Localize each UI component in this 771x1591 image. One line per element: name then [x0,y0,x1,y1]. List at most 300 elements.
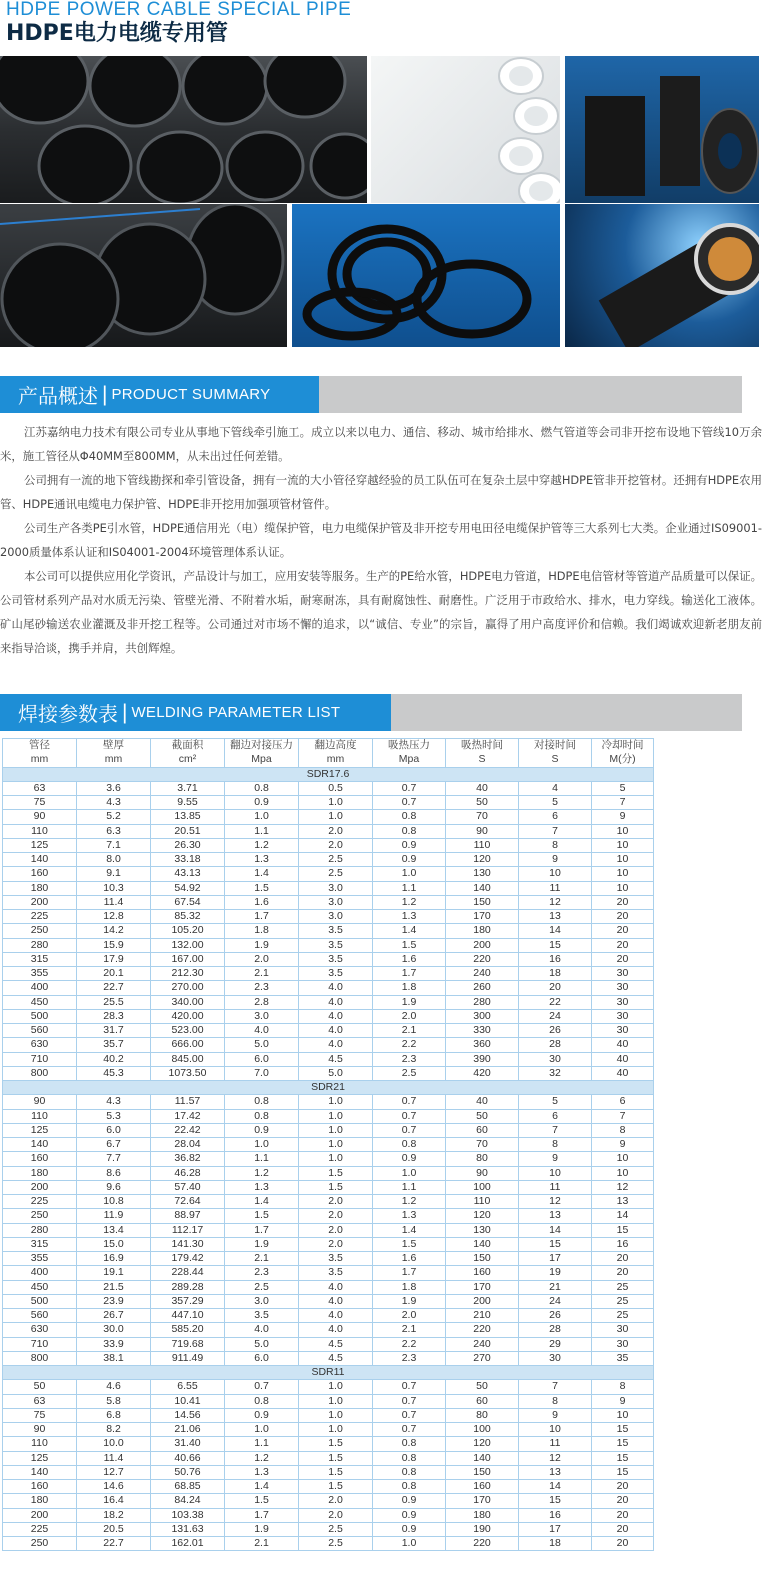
table-cell: 140 [3,1465,77,1479]
table-cell: 200 [446,938,519,952]
table-row [3,824,654,838]
table-cell: 9 [519,1408,592,1422]
table-cell: 180 [446,1508,519,1522]
table-cell: 8.6 [77,1166,151,1180]
table-cell: 17 [519,1252,592,1266]
table-cell: 1.5 [373,1237,446,1251]
table-cell: 110 [3,824,77,838]
table-cell: 1.7 [225,1508,299,1522]
table-cell: 1.7 [373,967,446,981]
table-cell: 9 [592,810,654,824]
table-cell: 160 [3,1480,77,1494]
table-cell: 30 [592,1323,654,1337]
table-cell: 17.42 [151,1109,225,1123]
table-cell: 3.5 [299,952,373,966]
table-cell: 2.3 [373,1351,446,1365]
table-row [3,1152,654,1166]
table-cell: 630 [3,1038,77,1052]
table-cell: 6.7 [77,1138,151,1152]
table-cell: 19 [519,1266,592,1280]
table-cell: 2.0 [299,1494,373,1508]
blue-stripe-pipes-photo [0,204,287,347]
table-cell: S [446,753,519,767]
table-cell: 24 [519,1294,592,1308]
table-cell: 7 [519,1380,592,1394]
table-cell: 280 [3,1223,77,1237]
table-cell: 43.13 [151,867,225,881]
section-divider: | [122,700,128,724]
table-cell: 112.17 [151,1223,225,1237]
table-cell: 54.92 [151,881,225,895]
table-row [3,1508,654,1522]
table-cell: 2.8 [225,995,299,1009]
table-cell: 1.7 [373,1266,446,1280]
table-cell: 140 [3,1138,77,1152]
table-cell: 16 [519,952,592,966]
table-cell: 5.0 [299,1066,373,1080]
table-cell: 1.3 [373,910,446,924]
table-cell: 4.3 [77,1095,151,1109]
table-cell: 1.4 [373,924,446,938]
sdr-group-row [3,767,654,781]
table-cell: 1.0 [299,810,373,824]
table-cell: 11.4 [77,1451,151,1465]
table-cell: 1.6 [225,895,299,909]
table-cell: 2.5 [299,1522,373,1536]
table-cell: 1.5 [299,1437,373,1451]
table-row [3,1166,654,1180]
table-cell: 110 [446,838,519,852]
table-cell: 16.9 [77,1252,151,1266]
table-cell: 0.9 [373,1152,446,1166]
table-cell: 1.2 [373,895,446,909]
table-cell: 4.0 [299,1323,373,1337]
table-cell: 4.0 [299,1038,373,1052]
table-cell: 0.9 [373,853,446,867]
white-pipe-photo [371,56,560,203]
table-cell: 250 [3,1537,77,1551]
table-row [3,1009,654,1023]
table-cell: 60 [446,1123,519,1137]
table-cell: 103.38 [151,1508,225,1522]
table-cell: 1.9 [373,1294,446,1308]
table-cell: 26 [519,1024,592,1038]
table-cell: 0.8 [373,810,446,824]
table-cell: 50 [3,1380,77,1394]
table-cell: 7.1 [77,838,151,852]
section-title-en: PRODUCT SUMMARY [111,386,271,403]
table-cell: 845.00 [151,1052,225,1066]
table-cell: 12 [519,1451,592,1465]
table-cell: 8 [519,838,592,852]
table-cell: 180 [3,1166,77,1180]
table-cell: 吸热时间 [446,739,519,753]
table-cell: 5.0 [225,1038,299,1052]
table-cell: 400 [3,981,77,995]
table-cell: 57.40 [151,1180,225,1194]
table-row [3,1423,654,1437]
table-cell: 30 [592,1024,654,1038]
table-cell: 50 [446,1109,519,1123]
table-cell: 1.3 [225,1465,299,1479]
table-cell: 50 [446,1380,519,1394]
table-cell: 20 [592,938,654,952]
table-cell: 50 [446,796,519,810]
table-row [3,1223,654,1237]
table-cell: 200 [446,1294,519,1308]
table-cell: 2.1 [225,967,299,981]
table-cell: 18 [519,967,592,981]
table-cell: 289.28 [151,1280,225,1294]
table-cell: 1.5 [299,1451,373,1465]
table-cell: 10 [592,824,654,838]
table-cell: 10 [592,881,654,895]
table-cell: 0.7 [373,1380,446,1394]
table-cell: 12 [519,1195,592,1209]
table-row [3,1351,654,1365]
table-cell: 100 [446,1180,519,1194]
table-cell: 40.2 [77,1052,151,1066]
table-cell: 63 [3,1394,77,1408]
table-row [3,781,654,795]
table-cell: 10 [519,1166,592,1180]
table-row [3,1337,654,1351]
table-cell: 1.0 [299,1152,373,1166]
table-cell: 7.7 [77,1152,151,1166]
section-divider: | [102,382,108,406]
table-cell: 25 [592,1309,654,1323]
table-cell: 140 [3,853,77,867]
pipe-coils-photo [292,204,560,347]
table-cell: 1.0 [225,1423,299,1437]
table-cell: mm [77,753,151,767]
table-cell: 9 [519,1152,592,1166]
table-row [3,881,654,895]
table-cell: 200 [3,1508,77,1522]
table-cell: 0.7 [373,1095,446,1109]
table-cell: 壁厚 [77,739,151,753]
table-cell: 3.5 [299,924,373,938]
table-cell: 179.42 [151,1252,225,1266]
table-cell: 2.5 [299,853,373,867]
table-cell: 20 [592,1537,654,1551]
table-cell: 1.5 [299,1166,373,1180]
summary-paragraph: 江苏嘉纳电力技术有限公司专业从事地下管线牵引施工。成立以来以电力、通信、移动、城市给排水、燃气管道等会司非开挖布设地下管线10万余米，施工管径从Φ40MM至800MM，从未出过任何差错。 [0,425,762,463]
table-cell: 1.3 [373,1209,446,1223]
table-cell: 1.1 [373,1180,446,1194]
table-cell: 11.4 [77,895,151,909]
table-cell: 0.7 [373,1423,446,1437]
table-cell: 4.0 [225,1024,299,1038]
table-cell: 管径 [3,739,77,753]
table-cell: 18 [519,1537,592,1551]
table-cell: 9.6 [77,1180,151,1194]
table-row [3,995,654,1009]
table-cell: 1.1 [225,1152,299,1166]
table-cell: 220 [446,952,519,966]
table-row [3,1280,654,1294]
table-cell: 1.1 [225,824,299,838]
table-cell: 2.5 [373,1066,446,1080]
table-cell: 40 [446,781,519,795]
table-cell: 17 [519,1522,592,1536]
table-cell: 3.0 [225,1009,299,1023]
table-cell: 447.10 [151,1309,225,1323]
table-cell: 1.0 [373,1166,446,1180]
table-cell: 0.7 [373,1408,446,1422]
table-cell: 8.2 [77,1423,151,1437]
table-cell: 0.7 [373,1123,446,1137]
table-cell: 2.0 [299,1508,373,1522]
table-cell: 15 [519,1237,592,1251]
table-cell: 130 [446,1223,519,1237]
table-cell: 167.00 [151,952,225,966]
table-cell: 11 [519,1437,592,1451]
table-cell: 21.5 [77,1280,151,1294]
table-cell: 3.5 [299,938,373,952]
table-cell: 140 [446,1237,519,1251]
table-cell: 0.7 [373,781,446,795]
table-cell: 1.4 [225,1195,299,1209]
table-cell: 228.44 [151,1266,225,1280]
table-cell: 4.5 [299,1052,373,1066]
table-cell: 9 [592,1394,654,1408]
table-cell: 0.9 [373,838,446,852]
table-cell: 63 [3,781,77,795]
table-cell: 1.0 [299,1394,373,1408]
table-row [3,1024,654,1038]
table-cell: 14 [519,924,592,938]
table-cell: 20 [592,1494,654,1508]
table-cell: 1.7 [225,1223,299,1237]
table-cell: 100 [446,1423,519,1437]
page-title-chinese: HDPE电力电缆专用管 [6,21,228,46]
table-cell: 180 [446,924,519,938]
table-cell: 26.30 [151,838,225,852]
table-cell: 0.8 [373,1437,446,1451]
table-cell: 450 [3,995,77,1009]
table-cell: 160 [446,1480,519,1494]
table-cell: M(分) [592,753,654,767]
table-cell: 21.06 [151,1423,225,1437]
sdr-group-label: SDR21 [3,1081,654,1095]
table-row [3,838,654,852]
table-cell: 11 [519,1180,592,1194]
table-row [3,1294,654,1308]
table-cell: 1.0 [299,1408,373,1422]
welding-parameter-table [2,738,654,1551]
table-row [3,1195,654,1209]
table-cell: 4.0 [299,1024,373,1038]
table-cell: 1.9 [225,1522,299,1536]
table-cell: 125 [3,1123,77,1137]
table-cell: 523.00 [151,1024,225,1038]
table-cell: 420 [446,1066,519,1080]
table-cell: 33.18 [151,853,225,867]
table-cell: 180 [3,881,77,895]
table-row [3,967,654,981]
table-cell: 18.2 [77,1508,151,1522]
table-cell: 560 [3,1024,77,1038]
welding-parameter-title [0,694,391,731]
table-cell: 1.4 [373,1223,446,1237]
table-cell: 110 [446,1195,519,1209]
table-row [3,895,654,909]
table-cell: 10.0 [77,1437,151,1451]
table-cell: 12 [519,895,592,909]
table-cell: 0.7 [373,1109,446,1123]
table-cell: 6.8 [77,1408,151,1422]
table-cell: 7 [592,1109,654,1123]
table-cell: 911.49 [151,1351,225,1365]
table-cell: 6.0 [225,1351,299,1365]
table-cell: 1.5 [299,1180,373,1194]
sdr-group-row [3,1366,654,1380]
table-cell: 225 [3,910,77,924]
table-cell: 0.9 [373,1508,446,1522]
table-cell: 132.00 [151,938,225,952]
table-cell: 30 [592,995,654,1009]
table-cell: 30 [519,1351,592,1365]
table-cell: 130 [446,867,519,881]
table-cell: 85.32 [151,910,225,924]
table-cell: 30 [592,981,654,995]
table-cell: 1.0 [299,1095,373,1109]
table-row [3,1123,654,1137]
table-cell: 360 [446,1038,519,1052]
table-cell: 2.2 [373,1337,446,1351]
table-cell: 40 [592,1052,654,1066]
table-cell: 315 [3,952,77,966]
table-cell: 6.3 [77,824,151,838]
table-cell: 8 [592,1380,654,1394]
table-cell: 160 [3,1152,77,1166]
table-cell: 10 [592,867,654,881]
table-cell: 28.04 [151,1138,225,1152]
table-cell: 0.8 [373,1138,446,1152]
table-cell: 12 [592,1180,654,1194]
product-summary-title [0,376,319,413]
table-cell: 355 [3,967,77,981]
table-cell: 23.9 [77,1294,151,1308]
table-cell: 4.0 [225,1323,299,1337]
table-cell: 6.0 [225,1052,299,1066]
table-cell: 1.8 [373,1280,446,1294]
table-cell: 20.51 [151,824,225,838]
table-cell: 16 [592,1237,654,1251]
table-cell: 2.1 [373,1323,446,1337]
table-cell: 125 [3,1451,77,1465]
table-cell: 8.0 [77,853,151,867]
table-cell: 3.0 [299,910,373,924]
summary-paragraph: 公司生产各类PE引水管，HDPE通信用光（电）缆保护管，电力电缆保护管及非开挖专用电田径电缆保护管等三大系列七大类。企业通过IS09001-2000质量体系认证和IS04001-2004环境管理体系认证。 [0,521,762,559]
table-cell: 150 [446,1252,519,1266]
table-cell: 2.0 [299,824,373,838]
table-cell: 1.0 [225,1138,299,1152]
table-cell: 4.0 [299,1309,373,1323]
table-cell: 4.3 [77,796,151,810]
table-cell: 2.5 [299,867,373,881]
table-cell: 1.2 [373,1195,446,1209]
table-cell: 15.0 [77,1237,151,1251]
table-cell: 20 [592,1480,654,1494]
table-cell: 22 [519,995,592,1009]
table-row [3,1066,654,1080]
table-cell: 20 [592,952,654,966]
table-row [3,981,654,995]
table-cell: 390 [446,1052,519,1066]
table-cell: 20 [519,981,592,995]
table-cell: 12.8 [77,910,151,924]
table-cell: 35.7 [77,1038,151,1052]
table-cell: 340.00 [151,995,225,1009]
table-cell: 16.4 [77,1494,151,1508]
table-cell: 13.4 [77,1223,151,1237]
table-cell: 14 [519,1480,592,1494]
table-cell: 1.0 [225,810,299,824]
table-row [3,1537,654,1551]
table-cell: 585.20 [151,1323,225,1337]
table-cell: 1.9 [373,995,446,1009]
table-cell: 12.7 [77,1465,151,1479]
table-cell: 6.55 [151,1380,225,1394]
table-cell: 110 [3,1437,77,1451]
table-cell: 7 [519,824,592,838]
table-cell: 7 [592,796,654,810]
table-cell: 120 [446,1209,519,1223]
table-cell: 10 [592,1152,654,1166]
table-cell: 120 [446,1437,519,1451]
table-cell: mm [299,753,373,767]
table-cell: 2.1 [373,1024,446,1038]
table-cell: 45.3 [77,1066,151,1080]
table-cell: 7 [519,1123,592,1137]
table-cell: 22.7 [77,1537,151,1551]
table-row [3,796,654,810]
table-cell: 315 [3,1237,77,1251]
table-cell: 1.5 [225,1494,299,1508]
table-cell: 6 [519,810,592,824]
table-cell: 72.64 [151,1195,225,1209]
table-cell: 90 [3,810,77,824]
table-cell: 13 [592,1195,654,1209]
table-cell: 2.0 [299,838,373,852]
table-cell: 吸热压力 [373,739,446,753]
welding-parameter-header [0,694,742,731]
table-cell: 88.97 [151,1209,225,1223]
table-cell: 3.5 [299,967,373,981]
table-cell: 15 [592,1223,654,1237]
cable-cross-section-photo [565,204,759,347]
table-cell: 22.7 [77,981,151,995]
table-row [3,910,654,924]
table-cell: 2.1 [225,1252,299,1266]
table-cell: 2.0 [373,1009,446,1023]
table-cell: 25.5 [77,995,151,1009]
table-cell: 28.3 [77,1009,151,1023]
table-cell: 630 [3,1323,77,1337]
table-cell: 90 [3,1423,77,1437]
table-row [3,1138,654,1152]
table-cell: 10 [592,838,654,852]
table-row [3,1437,654,1451]
table-cell: 15 [592,1465,654,1479]
table-cell: 2.0 [299,1209,373,1223]
table-cell: 36.82 [151,1152,225,1166]
table-cell: 10 [592,1166,654,1180]
table-cell: 26 [519,1309,592,1323]
table-cell: 1.0 [373,1537,446,1551]
